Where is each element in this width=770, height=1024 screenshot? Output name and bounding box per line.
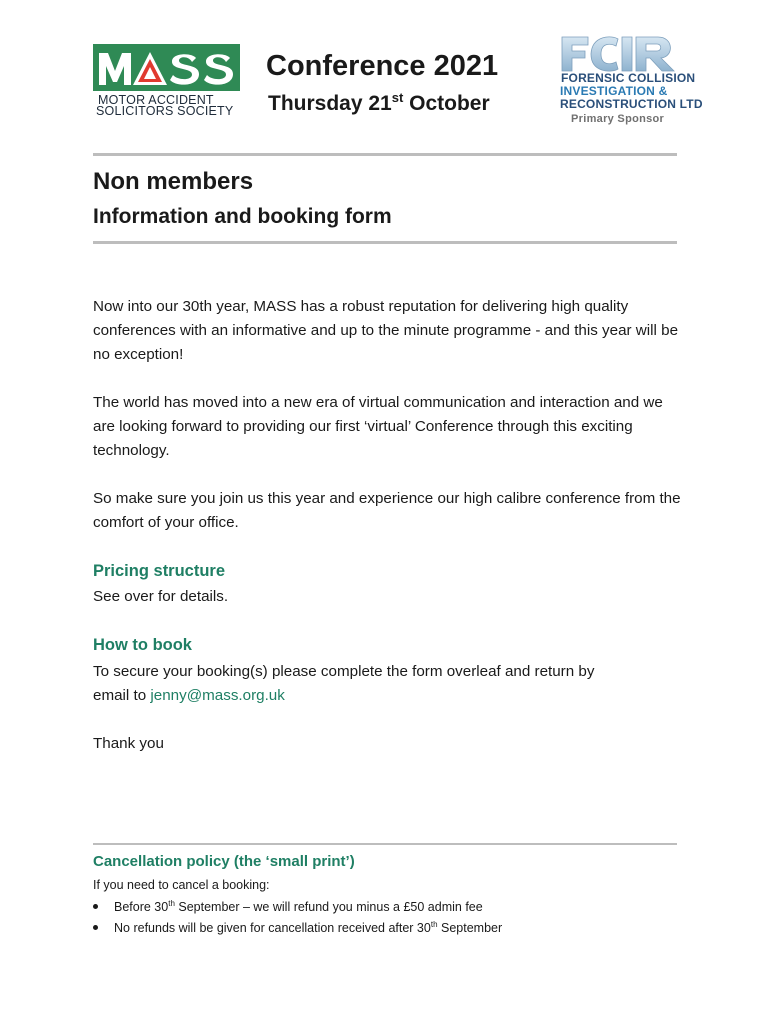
bullet-2-ordinal: th <box>430 920 438 929</box>
thank-you-text: Thank you <box>93 735 164 752</box>
conference-title: Conference 2021 <box>266 50 499 82</box>
booking-email-prefix: email to <box>93 687 151 704</box>
bullet-2-text-b: September <box>437 921 503 935</box>
page-heading: Non members <box>93 168 254 195</box>
conference-date <box>268 90 490 116</box>
intro-paragraph-1: Now into our 30th year, MASS has a robust reputation for delivering high quality conferences with an informative and up to the minute programme - and this year will be no exception! <box>93 298 679 363</box>
bullet-1-text-b: September – we will refund you minus a £50 admin fee <box>174 900 483 914</box>
cancellation-intro: If you need to cancel a booking: <box>93 878 270 892</box>
mass-logo-line1: MOTOR ACCIDENT <box>98 93 214 107</box>
booking-heading: How to book <box>93 636 192 654</box>
header-divider <box>93 153 677 156</box>
cancellation-bullet-2 <box>93 920 502 935</box>
booking-email-link[interactable]: jenny@mass.org.uk <box>150 687 285 704</box>
bullet-dot <box>93 904 98 909</box>
sponsor-label: Primary Sponsor <box>571 113 665 125</box>
intro-paragraph-3: So make sure you join us this year and experience our high calibre conference from the comfort of your office. <box>93 490 681 531</box>
bullet-1-ordinal: th <box>168 899 175 908</box>
intro-paragraph-2: The world has moved into a new era of virtual communication and interaction and we are looking forward to providing our first ‘virtual’ Conference through this exciting technology. <box>93 394 663 459</box>
bullet-dot <box>93 925 98 930</box>
bullet-2-text-a: No refunds will be given for cancellation received after 30 <box>114 921 431 935</box>
date-month: October <box>403 92 490 115</box>
sponsor-logo-line3: RECONSTRUCTION LTD <box>560 97 703 111</box>
date-ordinal: st <box>391 90 404 105</box>
mass-logo <box>93 44 240 120</box>
cancellation-heading: Cancellation policy (the ‘small print’) <box>93 853 355 870</box>
mass-logo-box <box>93 44 240 91</box>
page-subheading: Information and booking form <box>93 205 392 228</box>
cancellation-divider <box>93 843 677 845</box>
bullet-1-text-a: Before 30 <box>114 900 169 914</box>
sponsor-logo-line2: INVESTIGATION & <box>560 84 668 98</box>
date-day: Thursday 21 <box>268 92 392 115</box>
cancellation-bullet-1 <box>93 899 483 914</box>
heading-divider <box>93 241 677 244</box>
fcir-wordmark-graphic <box>560 34 678 74</box>
mass-logo-line2: SOLICITORS SOCIETY <box>96 104 234 118</box>
pricing-text: See over for details. <box>93 588 229 605</box>
sponsor-logo-line1: FORENSIC COLLISION <box>561 71 696 85</box>
pricing-heading: Pricing structure <box>93 562 226 580</box>
booking-instruction: To secure your booking(s) please complete the form overleaf and return by <box>93 663 595 680</box>
mass-wordmark-graphic <box>93 44 240 91</box>
booking-email-line <box>93 687 285 704</box>
